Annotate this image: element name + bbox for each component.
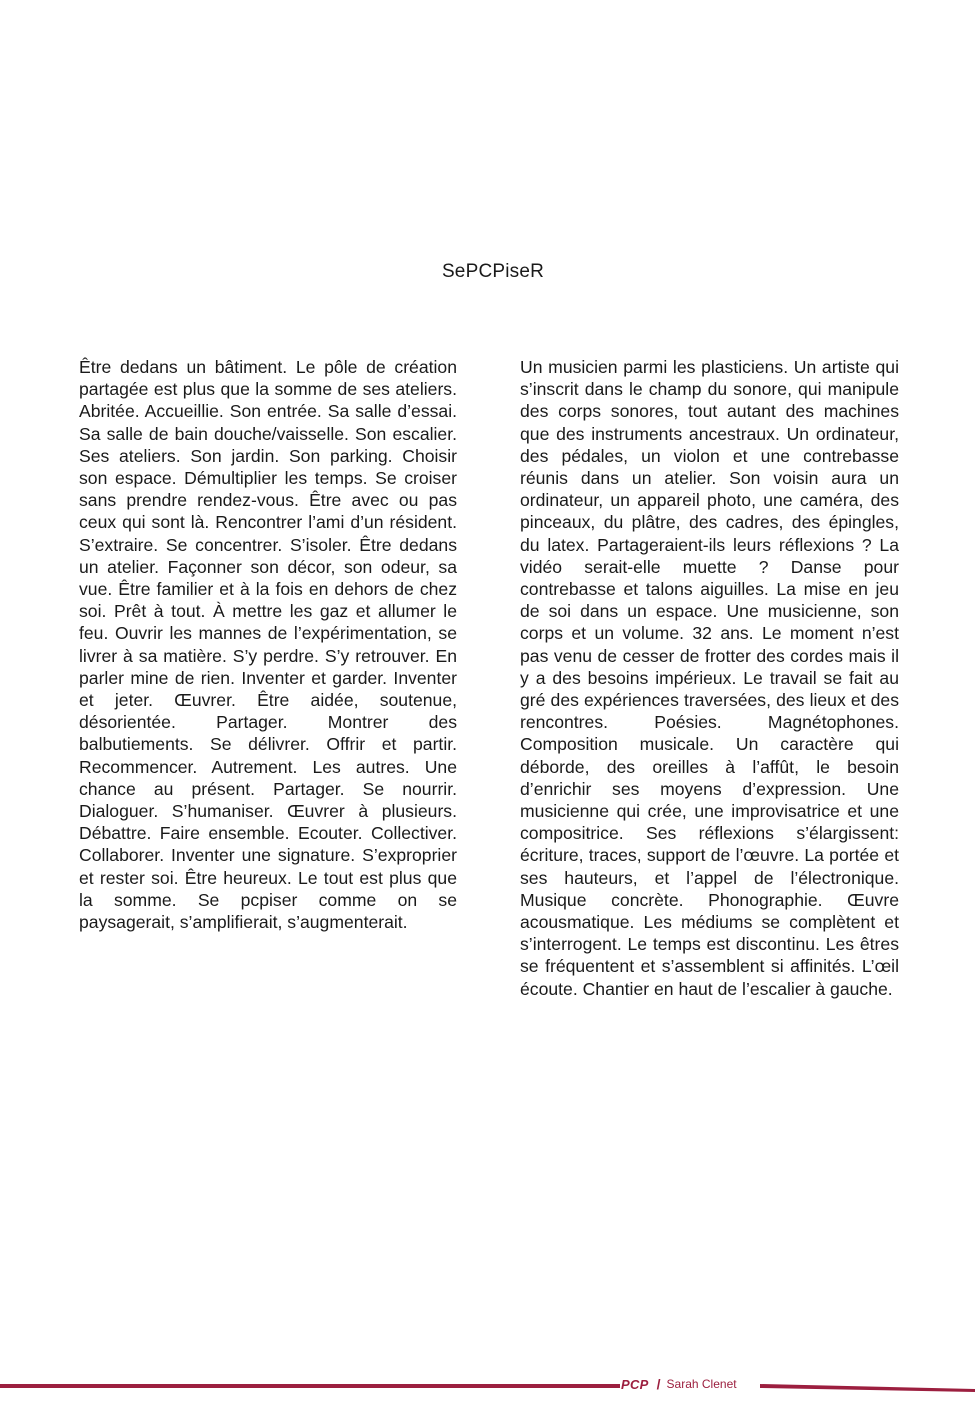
- footer-separator: /: [656, 1376, 661, 1392]
- footer-author: Sarah Clenet: [666, 1377, 737, 1391]
- text-column-left: Être dedans un bâtiment. Le pôle de création partagée est plus que la somme de ses ateliers. Abritée. Accueillie. Son entrée. Sa salle d’essai. Sa salle de bain douche/vaisselle. Son escalier. Ses ateliers. Son jardin. Son parking. Choisir son espace. Démultiplier les temps. Se croiser sans prendre rendez-vous. Être avec ou pas ceux qui sont là. Rencontrer l’ami d’un résident. S’extraire. Se concentrer. S’isoler. Être dedans un atelier. Façonner son décor, son odeur, sa vue. Être familier et à la fois en dehors de chez soi. Prêt à tout. À mettre les gaz et allumer le feu. Ouvrir les mannes de l’expérimentation, se livrer à sa matière. S’y perdre. S’y retrouver. En parler mine de rien. Inventer et garder. Inventer et jeter. Œuvrer. Être aidée, soutenue, désorientée. Partager. Montrer des balbutiements. Se délivrer. Offrir et partir. Recommencer. Autrement. Les autres. Une chance au présent. Partager. Se nourrir. Dialoguer. S’humaniser. Œuvrer à plusieurs. Débattre. Faire ensemble. Ecouter. Collectiver. Collaborer. Inventer une signature. S’exproprier et rester soi. Être heureux. Le tout est plus que la somme. Se pcpiser comme on se paysagerait, s’amplifierait, s’augmenterait.: [79, 357, 457, 933]
- page-title: SePCPiseR: [441, 261, 545, 282]
- footer-rule-left: [0, 1384, 620, 1388]
- pcp-logo: PCP: [621, 1376, 649, 1392]
- footer-brand: [621, 1375, 737, 1393]
- footer-rule-right: [760, 1380, 975, 1392]
- text-column-right: Un musicien parmi les plasticiens. Un artiste qui s’inscrit dans le champ du sonore, qui manipule des corps sonores, tout autant des machines que des instruments ancestraux. Un ordinateur, des pédales, un violon et une contrebasse réunis dans un atelier. Son voisin aura un ordinateur, un appareil photo, une caméra, des pinceaux, du plâtre, des cadres, des épingles, du latex. Partageraient-ils leurs réflexions ? La vidéo serait-elle muette ? Danse pour contrebasse et talons aiguilles. La mise en jeu de soi dans un espace. Une musicienne, son corps et un volume. 32 ans. Le moment n’est pas venu de cesser de frotter des cordes mais il y a des besoins impérieux. Le travail se fait au gré des expériences traversées, des lieux et des rencontres. Poésies. Magnétophones. Composition musicale. Un caractère qui déborde, des oreilles à l’affût, le besoin d’enrichir ses moyens d’expression. Une musicienne qui crée, une improvisatrice et une compositrice. Ses réflexions s’élargissent: écriture, traces, support de l’œuvre. La portée et ses hauteurs, et l’appel de l’électronique. Musique concrète. Phonographie. Œuvre acousmatique. Les médiums se complètent et s’interrogent. Le temps est discontinu. Les êtres se fréquentent et s’assemblent si affinités. L’œil écoute. Chantier en haut de l’escalier à gauche.: [520, 357, 899, 999]
